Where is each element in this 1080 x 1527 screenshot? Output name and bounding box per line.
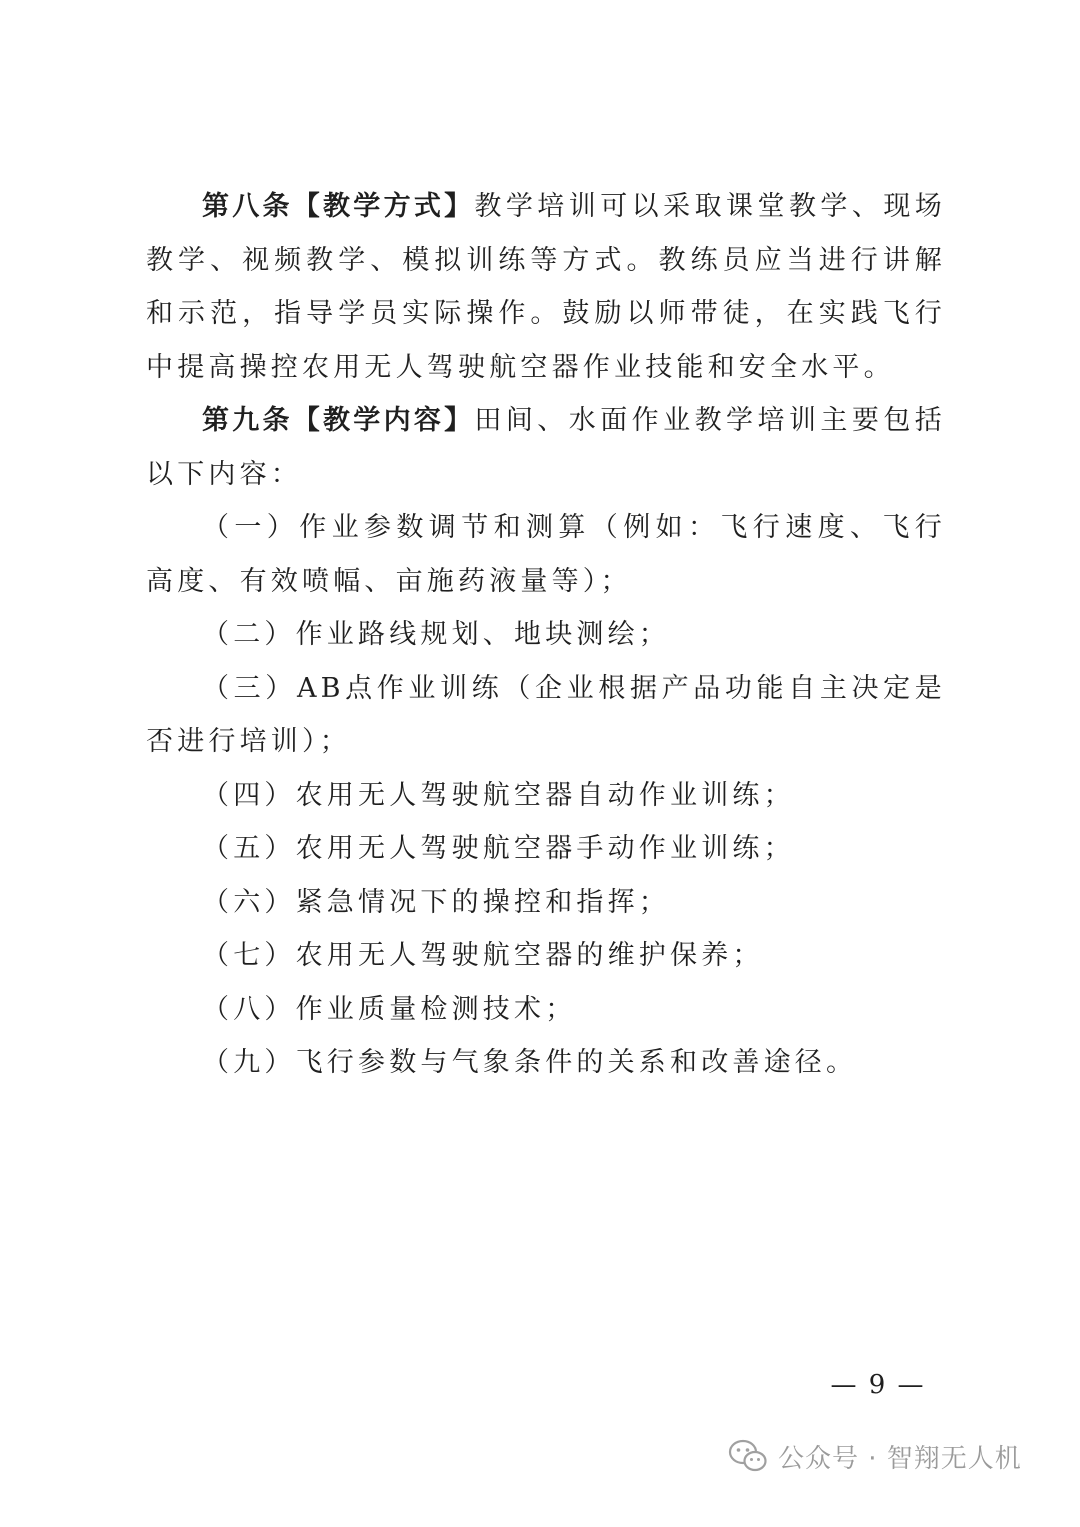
article-8 xyxy=(146,180,946,394)
list-item: （六）紧急情况下的操控和指挥； xyxy=(202,886,670,918)
list-item: （五）农用无人驾驶航空器手动作业训练； xyxy=(202,833,795,864)
page-number: — 9 — xyxy=(830,1370,926,1400)
list-item: （三）AB点作业训练（企业根据产品功能自主决定是否进行培训）； xyxy=(146,672,946,757)
article-9 xyxy=(146,394,946,501)
article-8-text: 教学培训可以采取课堂教学、现场教学、视频教学、模拟训练等方式。教练员应当进行讲解和示范，指导学员实际操作。鼓励以师带徒，在实践飞行中提高操控农用无人驾驶航空器作业技能和安全水平。 xyxy=(146,191,947,383)
list-item: （九）飞行参数与气象条件的关系和改善途径。 xyxy=(202,1047,858,1078)
list-item: （七）农用无人驾驶航空器的维护保养； xyxy=(202,940,764,971)
article-9-text: 田间、水面作业教学培训主要包括以下内容： xyxy=(146,405,947,490)
watermark xyxy=(728,1436,1022,1476)
article-8-heading: 第八条【教学方式】 xyxy=(202,191,475,222)
list-item: （八）作业质量检测技术； xyxy=(202,993,577,1025)
document-body xyxy=(146,180,946,1090)
list-item: （四）农用无人驾驶航空器自动作业训练； xyxy=(202,779,795,811)
list-item: （一）作业参数调节和测算（例如：飞行速度、飞行高度、有效喷幅、亩施药液量等）； xyxy=(146,512,946,597)
watermark-text: 公众号 · 智翔无人机 xyxy=(778,1443,1022,1474)
wechat-icon xyxy=(728,1439,768,1473)
article-9-heading: 第九条【教学内容】 xyxy=(202,405,475,436)
list-item: （二）作业路线规划、地块测绘； xyxy=(202,619,670,650)
